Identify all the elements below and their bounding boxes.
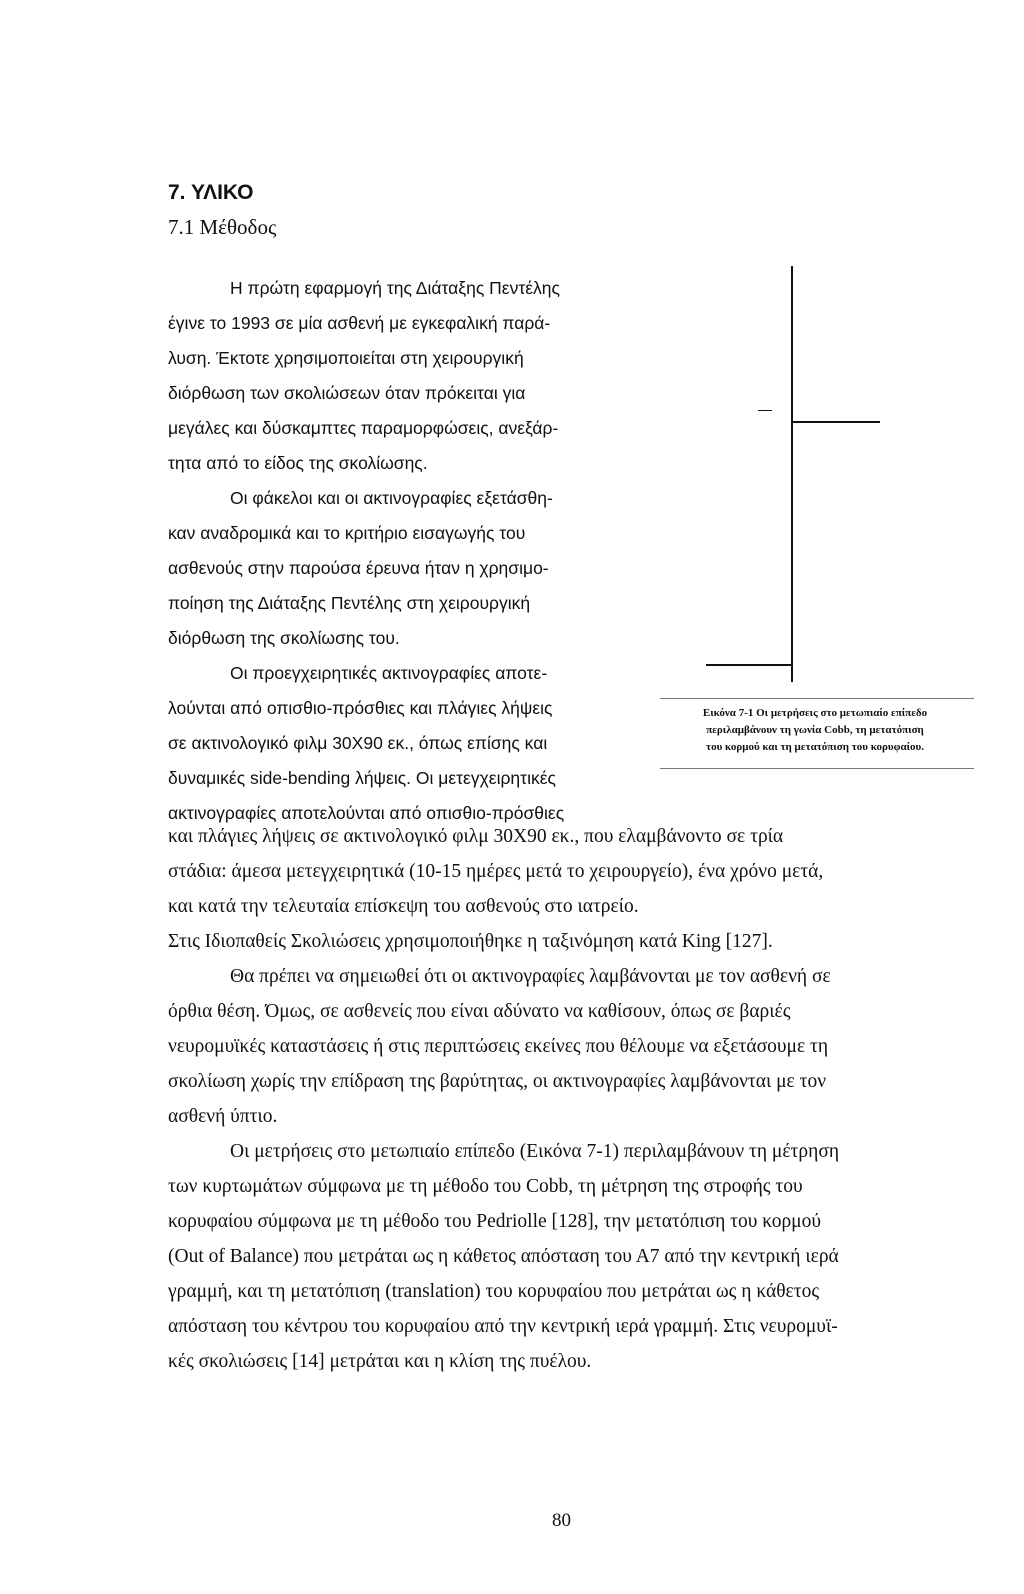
caption-top-rule (660, 698, 974, 699)
text-line: και πλάγιες λήψεις σε ακτινολογικό φιλμ 30Χ90 εκ., που ελαμβάνοντο σε τρία (168, 826, 784, 847)
caption-bottom-rule (660, 768, 974, 769)
text-line: Θα πρέπει να σημειωθεί ότι οι ακτινογραφίες λαμβάνονται με τον ασθενή σε (230, 966, 831, 987)
section-subtitle: 7.1 Μέθοδος (168, 215, 277, 239)
caption-line: περιλαμβάνουν τη γωνία Cobb, τη μετατόπιση (706, 724, 924, 736)
text-line: κορυφαίου σύμφωνα με τη μέθοδο του Pedriolle [128], την μετατόπιση του κορμού (168, 1211, 822, 1232)
text-line: (Out of Balance) που μετράται ως η κάθετος απόσταση του Α7 από την κεντρική ιερά (168, 1246, 839, 1267)
text-line: και κατά την τελευταία επίσκεψη του ασθενούς στο ιατρείο. (168, 896, 639, 917)
text-line: των κυρτωμάτων σύμφωνα με τη μέθοδο του Cobb, τη μέτρηση της στροφής του (168, 1176, 803, 1197)
caption-line: του κορμού και τη μετατόπιση του κορυφαίου. (706, 741, 924, 753)
text-line: κές σκολιώσεις [14] μετράται και η κλίση της πυέλου. (168, 1351, 592, 1372)
text-line: στάδια: άμεσα μετεγχειρητικά (10-15 ημέρες μετά το χειρουργείο), ένα χρόνο μετά, (168, 861, 824, 882)
text-line: Οι μετρήσεις στο μετωπιαίο επίπεδο (Εικόνα 7-1) περιλαμβάνουν τη μέτρηση (230, 1141, 840, 1162)
figure-horizontal-line (706, 664, 793, 666)
text-line: λούνται από οπισθιο-πρόσθιες και πλάγιες λήψεις (168, 698, 553, 718)
text-line: λυση. Έκτοτε χρησιμοποιείται στη χειρουργική (168, 348, 524, 368)
text-line: Οι φάκελοι και οι ακτινογραφίες εξετάσθη- (230, 488, 553, 508)
figure-caption (662, 705, 968, 756)
text-line: διόρθωση της σκολίωσης του. (168, 628, 400, 648)
figure-horizontal-line (791, 421, 880, 423)
text-line: ασθενούς στην παρούσα έρευνα ήταν η χρησιμο- (168, 558, 549, 578)
text-line: μεγάλες και δύσκαμπτες παραμορφώσεις, ανεξάρ- (168, 418, 559, 438)
text-line: απόσταση του κέντρου του κορυφαίου από την κεντρική ιερά γραμμή. Στις νευρομυϊ- (168, 1316, 838, 1337)
page-number: 80 (552, 1510, 571, 1531)
text-line: ακτινογραφίες αποτελούνται από οπισθιο-πρόσθιες (168, 803, 565, 823)
text-line: νευρομυϊκές καταστάσεις ή στις περιπτώσεις εκείνες που θέλουμε να εξετάσουμε τη (168, 1036, 829, 1057)
text-line: Οι προεγχειρητικές ακτινογραφίες αποτε- (230, 663, 548, 683)
text-line: διόρθωση των σκολιώσεων όταν πρόκειται για (168, 383, 526, 403)
figure-tick-mark (758, 410, 772, 411)
text-line: ποίηση της Διάταξης Πεντέλης στη χειρουργική (168, 593, 531, 613)
text-line: Η πρώτη εφαρμογή της Διάταξης Πεντέλης (230, 278, 560, 298)
text-line: σκολίωση χωρίς την επίδραση της βαρύτητας, οι ακτινογραφίες λαμβάνονται με τον (168, 1071, 827, 1092)
text-line: δυναμικές side-bending λήψεις. Οι μετεγχειρητικές (168, 768, 556, 788)
text-line: έγινε το 1993 σε μία ασθενή με εγκεφαλική παρά- (168, 313, 551, 333)
text-line: καν αναδρομικά και το κριτήριο εισαγωγής του (168, 523, 526, 543)
text-line: τητα από το είδος της σκολίωσης. (168, 453, 428, 473)
section-title: 7. ΥΛΙΚΟ (168, 181, 254, 204)
figure-vertical-line (791, 266, 793, 682)
text-line: σε ακτινολογικό φιλμ 30Χ90 εκ., όπως επίσης και (168, 733, 548, 753)
text-line: ασθενή ύπτιο. (168, 1106, 278, 1127)
caption-line: Εικόνα 7-1 Οι μετρήσεις στο μετωπιαίο επίπεδο (702, 707, 928, 719)
text-line: Στις Ιδιοπαθείς Σκολιώσεις χρησιμοποιήθηκε η ταξινόμηση κατά King [127]. (168, 931, 773, 952)
text-line: όρθια θέση. Όμως, σε ασθενείς που είναι αδύνατο να καθίσουν, όπως σε βαριές (168, 1001, 791, 1022)
text-line: γραμμή, και τη μετατόπιση (translation) του κορυφαίου που μετράται ως η κάθετος (168, 1281, 820, 1302)
